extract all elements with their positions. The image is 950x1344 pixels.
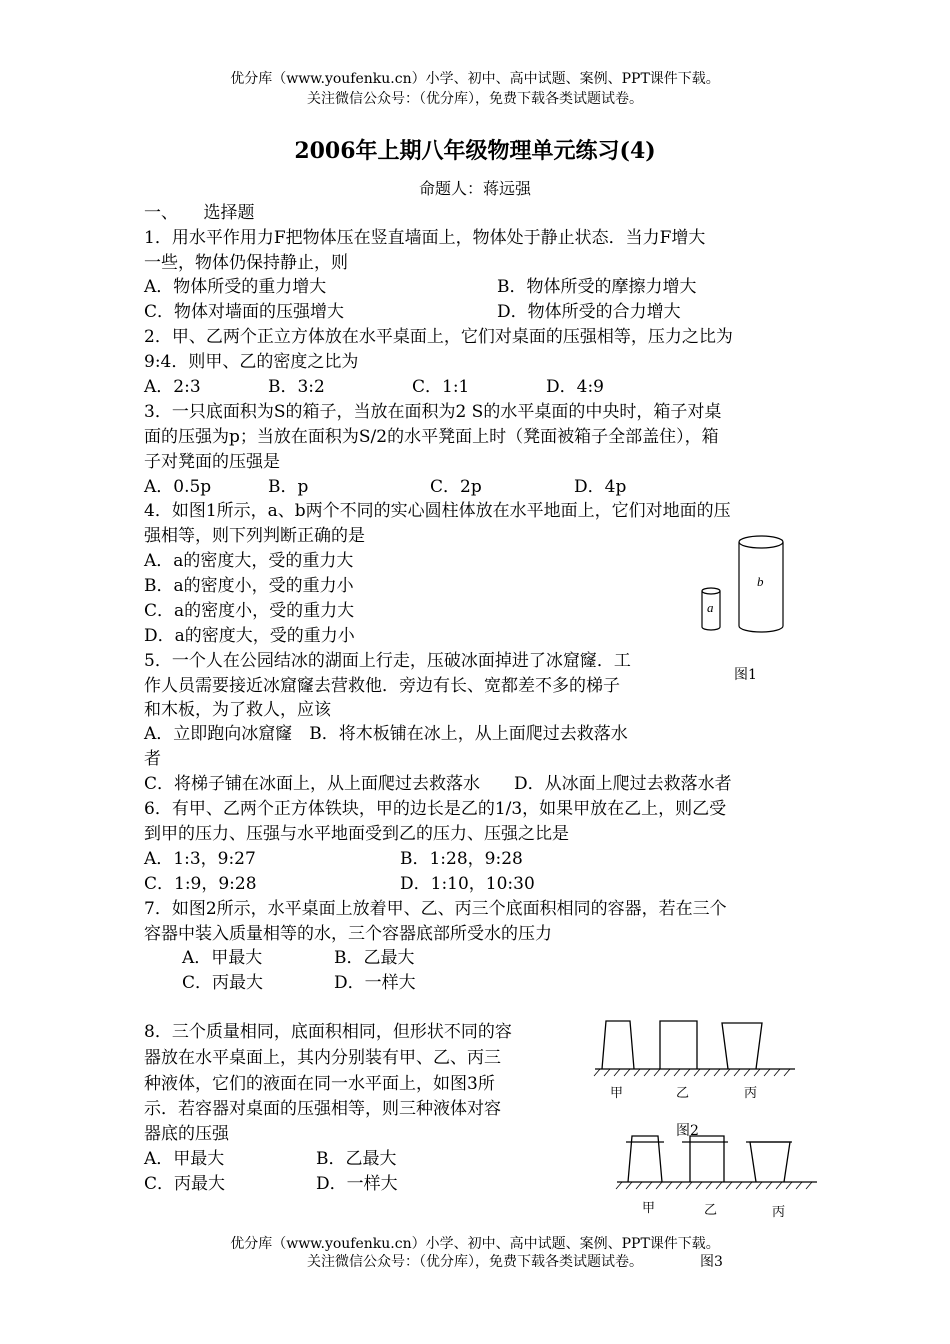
q3-line-1: 3．一只底面积为S的箱子，当放在面积为2 S的水平桌面的中央时，箱子对桌 bbox=[144, 402, 722, 422]
q6-option-d: D．1:10，10:30 bbox=[400, 874, 535, 894]
q4-line-1: 4．如图1所示，a、b两个不同的实心圆柱体放在水平地面上，它们对地面的压 bbox=[144, 501, 731, 521]
figure-1-caption: 图1 bbox=[734, 667, 757, 683]
q2-option-b: B．3:2 bbox=[268, 377, 325, 397]
q4-line-2: 强相等，则下列判断正确的是 bbox=[144, 526, 365, 546]
q3-option-d: D．4p bbox=[574, 477, 627, 497]
q8-line-3: 种液体，它们的液面在同一水平面上，如图3所 bbox=[144, 1074, 495, 1094]
figure-3-containers bbox=[612, 1130, 822, 1220]
q2-line-1: 2．甲、乙两个正立方体放在水平桌面上，它们对桌面的压强相等，压力之比为 bbox=[144, 327, 733, 347]
header-line-1: 优分库（www.youfenku.cn）小学、初中、高中试题、案例、PPT课件下载。 bbox=[230, 71, 720, 87]
q7-line-2: 容器中装入质量相等的水，三个容器底部所受水的压力 bbox=[144, 924, 552, 944]
q3-line-2: 面的压强为p；当放在面积为S/2的水平凳面上时（凳面被箱子全部盖住），箱 bbox=[144, 427, 719, 447]
q2-option-d: D．4:9 bbox=[546, 377, 604, 397]
q4-option-c: C．a的密度小，受的重力大 bbox=[144, 601, 355, 621]
q8-option-a: A．甲最大 bbox=[144, 1149, 225, 1169]
q5-line-6: C．将梯子铺在冰面上，从上面爬过去救落水 D．从冰面上爬过去救落水者 bbox=[144, 774, 732, 794]
q1-option-c: C．物体对墙面的压强增大 bbox=[144, 302, 345, 322]
q8-line-5: 器底的压强 bbox=[144, 1124, 229, 1144]
figure-1-label-a: a bbox=[707, 600, 714, 615]
q5-line-4: A．立即跑向冰窟窿 B．将木板铺在冰上，从上面爬过去救落水 bbox=[144, 724, 628, 744]
q5-line-3: 和木板，为了救人，应该 bbox=[144, 700, 331, 720]
q3-option-a: A．0.5p bbox=[144, 477, 212, 497]
header-line-2: 关注微信公众号：（优分库），免费下载各类试题试卷。 bbox=[307, 91, 643, 107]
q1-line-2: 一些，物体仍保持静止，则 bbox=[144, 253, 348, 273]
q6-option-c: C．1:9，9:28 bbox=[144, 874, 257, 894]
q8-line-4: 示．若容器对桌面的压强相等，则三种液体对容 bbox=[144, 1099, 501, 1119]
figure-2-containers bbox=[590, 1015, 800, 1105]
author: 命题人：蒋远强 bbox=[418, 179, 531, 198]
q2-option-c: C．1:1 bbox=[412, 377, 470, 397]
figure-2-caption: 图2 bbox=[676, 1123, 699, 1139]
q7-option-d: D．一样大 bbox=[334, 973, 416, 993]
figure-1-cylinders bbox=[695, 530, 795, 640]
q4-option-d: D．a的密度大，受的重力小 bbox=[144, 626, 355, 646]
q3-line-3: 子对凳面的压强是 bbox=[144, 452, 280, 472]
figure-3-caption: 图3 bbox=[700, 1254, 723, 1270]
q6-option-b: B．1:28，9:28 bbox=[400, 849, 523, 869]
q2-option-a: A．2:3 bbox=[144, 377, 201, 397]
q8-option-d: D．一样大 bbox=[316, 1174, 398, 1194]
q5-line-5: 者 bbox=[144, 749, 161, 769]
q6-line-2: 到甲的压力、压强与水平地面受到乙的压力、压强之比是 bbox=[144, 824, 569, 844]
figure-3-label-yi: 乙 bbox=[704, 1203, 718, 1218]
q5-line-2: 作人员需要接近冰窟窿去营救他．旁边有长、宽都差不多的梯子 bbox=[144, 676, 620, 696]
figure-3-label-jia: 甲 bbox=[642, 1201, 656, 1216]
q5-line-1: 5．一个人在公园结冰的湖面上行走，压破冰面掉进了冰窟窿．工 bbox=[144, 651, 631, 671]
figure-1-label-b: b bbox=[757, 574, 764, 589]
q7-option-b: B．乙最大 bbox=[334, 948, 415, 968]
q1-option-b: B．物体所受的摩擦力增大 bbox=[497, 277, 697, 297]
q4-option-a: A．a的密度大，受的重力大 bbox=[144, 551, 354, 571]
page-title: 2006年上期八年级物理单元练习(4) bbox=[294, 138, 656, 164]
section-heading: 一、 选择题 bbox=[144, 203, 255, 223]
q3-option-b: B．p bbox=[268, 477, 309, 497]
q3-option-c: C．2p bbox=[430, 477, 482, 497]
q8-option-c: C．丙最大 bbox=[144, 1174, 226, 1194]
q8-option-b: B．乙最大 bbox=[316, 1149, 397, 1169]
q8-line-1: 8．三个质量相同，底面积相同，但形状不同的容 bbox=[144, 1022, 512, 1042]
q8-line-2: 器放在水平桌面上，其内分别装有甲、乙、丙三 bbox=[144, 1048, 501, 1068]
q1-line-1: 1．用水平作用力F把物体压在竖直墙面上，物体处于静止状态．当力F增大 bbox=[144, 228, 706, 248]
figure-2-label-bing: 丙 bbox=[744, 1086, 758, 1101]
q7-option-a: A．甲最大 bbox=[182, 948, 263, 968]
q1-option-a: A．物体所受的重力增大 bbox=[144, 277, 327, 297]
q2-line-2: 9:4．则甲、乙的密度之比为 bbox=[144, 352, 359, 372]
q7-line-1: 7．如图2所示，水平桌面上放着甲、乙、丙三个底面积相同的容器，若在三个 bbox=[144, 899, 727, 919]
figure-3-label-bing: 丙 bbox=[772, 1205, 786, 1220]
figure-2-label-jia: 甲 bbox=[610, 1086, 624, 1101]
q4-option-b: B．a的密度小，受的重力小 bbox=[144, 576, 354, 596]
q1-option-d: D．物体所受的合力增大 bbox=[497, 302, 681, 322]
q6-option-a: A．1:3，9:27 bbox=[144, 849, 256, 869]
q7-option-c: C．丙最大 bbox=[182, 973, 264, 993]
figure-2-label-yi: 乙 bbox=[676, 1086, 690, 1101]
footer-line-1: 优分库（www.youfenku.cn）小学、初中、高中试题、案例、PPT课件下载。 bbox=[230, 1236, 720, 1252]
footer-line-2: 关注微信公众号：（优分库），免费下载各类试题试卷。 bbox=[307, 1254, 643, 1270]
q6-line-1: 6．有甲、乙两个正方体铁块，甲的边长是乙的1/3，如果甲放在乙上，则乙受 bbox=[144, 799, 727, 819]
